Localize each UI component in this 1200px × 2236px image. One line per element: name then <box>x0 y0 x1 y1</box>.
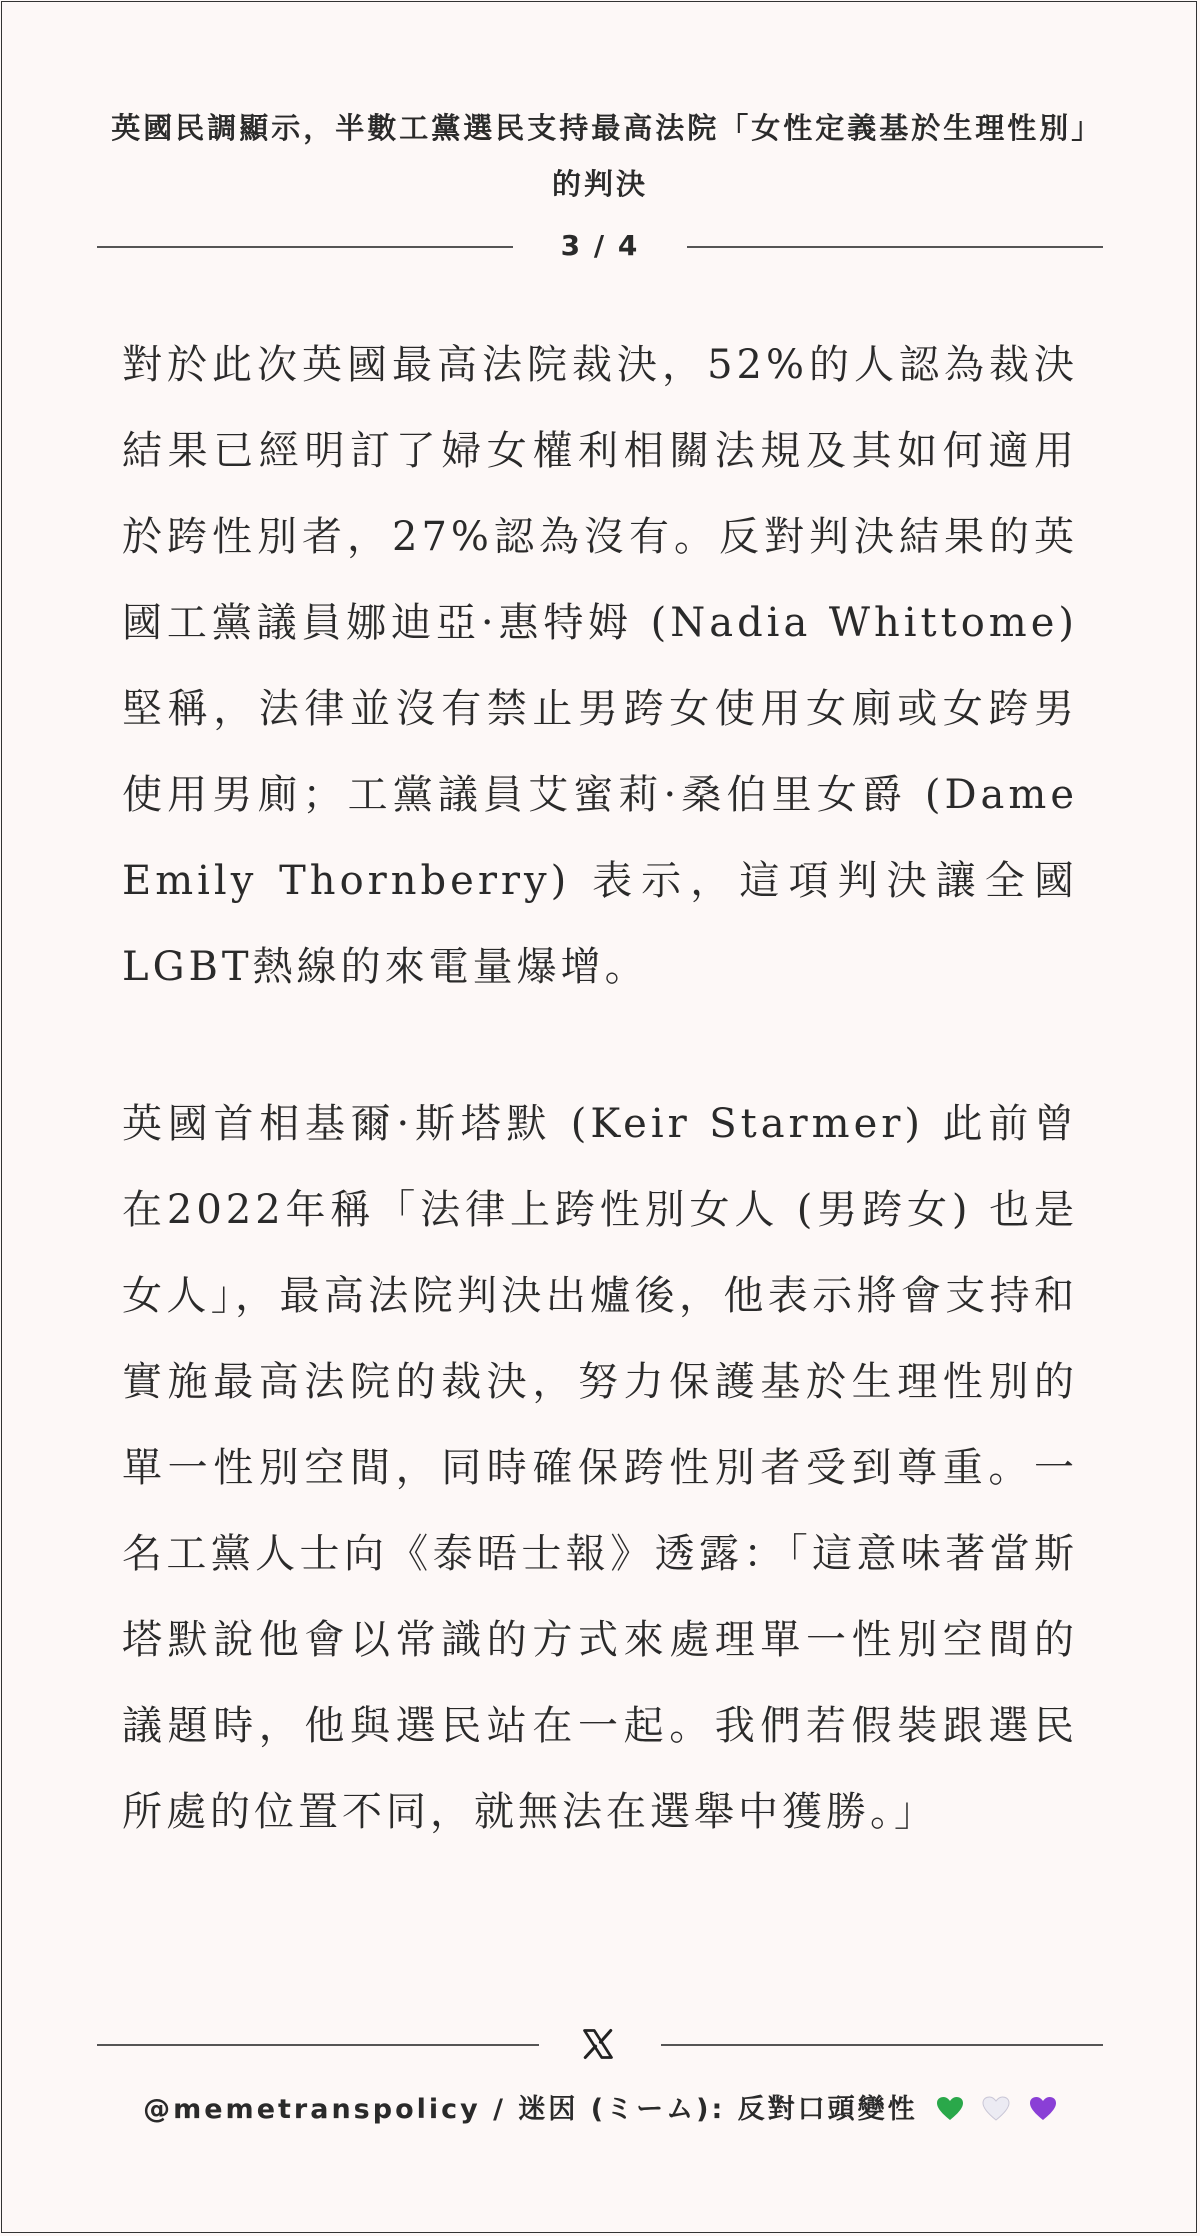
purple-heart-icon <box>1029 2096 1057 2122</box>
divider-left <box>97 246 513 248</box>
footer-handle <box>60 2086 1140 2134</box>
footer-handle-text: @memetranspolicy / 迷因 (ミーム): 反對口頭變性 <box>143 2094 918 2125</box>
page-indicator: 3 / 4 <box>560 229 640 262</box>
green-heart-icon <box>936 2096 964 2122</box>
page-title: 英國民調顯示，半數工黨選民支持最高法院「女性定義基於生理性別」的判決 <box>111 111 1089 201</box>
article-paragraph-2: 英國首相基爾·斯塔默 (Keir Starmer) 此前曾在2022年稱「法律上跨性別女人 (男跨女) 也是女人」，最高法院判決出爐後，他表示將會支持和實施最高法院的裁決，努力保護基於生理性別的單一性別空間，同時確保跨性別者受到尊重。一名工黨人士向《泰晤士報》透露：「這意味著當斯塔默說他會以常識的方式來處理單一性別空間的議題時，他與選民站在一起。我們若假裝跟選民所處的位置不同，就無法在選舉中獲勝。」 <box>122 1101 1078 1835</box>
divider-right <box>687 246 1103 248</box>
footer-divider-left <box>97 2044 539 2046</box>
article-paragraph-1: 對於此次英國最高法院裁決，52%的人認為裁決結果已經明訂了婦女權利相關法規及其如何適用於跨性別者，27%認為沒有。反對判決結果的英國工黨議員娜迪亞·惠特姆 (Nadia Whittome) 堅稱，法律並沒有禁止男跨女使用女廁或女跨男使用男廁；工黨議員艾蜜莉·桑伯里女爵 (Dame Emily Thornberry) 表示，這項判決讓全國LGBT熱線的來電量爆增。 <box>122 342 1078 990</box>
x-logo-icon <box>580 2026 616 2062</box>
footer-divider-right <box>661 2044 1103 2046</box>
white-heart-icon <box>982 2096 1010 2122</box>
